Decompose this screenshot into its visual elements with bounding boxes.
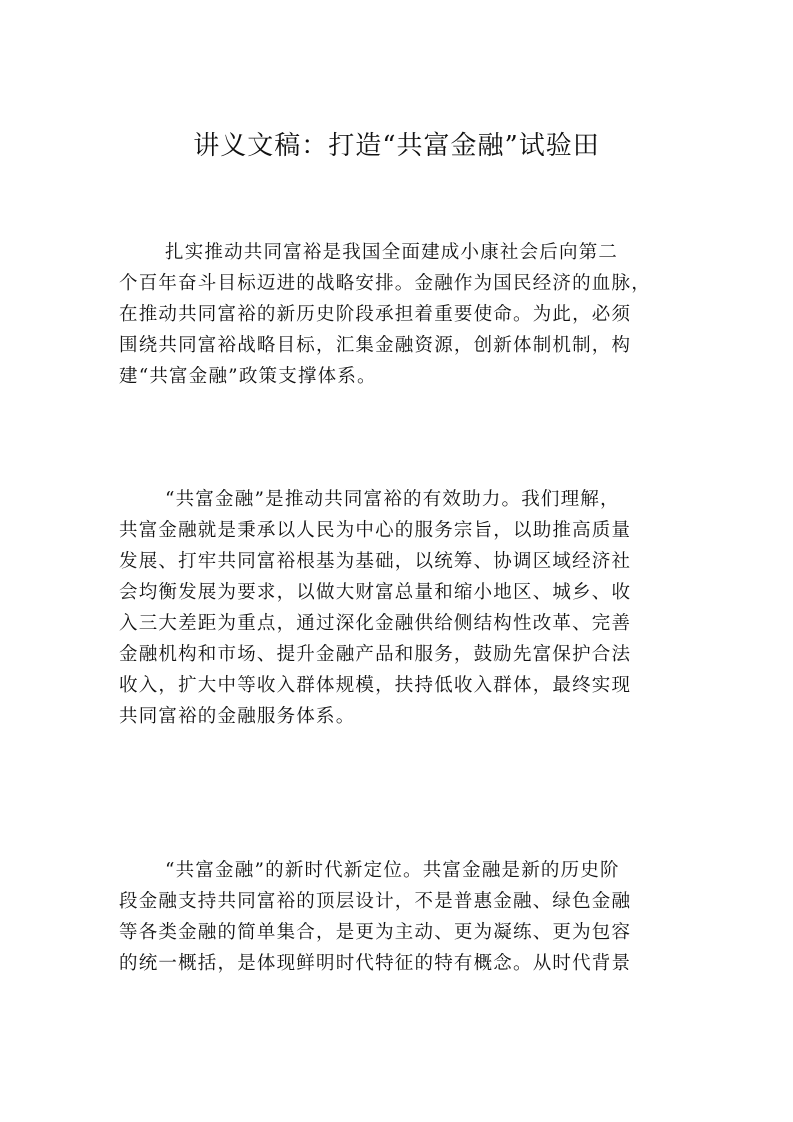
paragraph-line: 入三大差距为重点，通过深化金融供给侧结构性改革、完善 [119,613,632,634]
paragraph-line: 发展、打牢共同富裕根基为基础，以统筹、协调区域经济社 [119,551,632,572]
paragraph-line: 的统一概括，是体现鲜明时代特征的特有概念。从时代背景 [119,953,632,974]
document-title: 讲义文稿：打造“共富金融”试验田 [193,131,600,161]
paragraph-line: 扎实推动共同富裕是我国全面建成小康社会后向第二 [165,242,619,263]
paragraph-line: 共富金融就是秉承以人民为中心的服务宗旨，以助推高质量 [119,520,632,541]
paragraph-line: 收入，扩大中等收入群体规模，扶持低收入群体，最终实现 [119,675,632,696]
paragraph-line: 金融机构和市场、提升金融产品和服务，鼓励先富保护合法 [119,644,632,665]
paragraph-line: 围绕共同富裕战略目标，汇集金融资源，创新体制机制，构 [119,335,632,356]
paragraph-line: “共富金融”的新时代新定位。共富金融是新的历史阶 [165,860,620,881]
paragraph-line: 段金融支持共同富裕的顶层设计，不是普惠金融、绿色金融 [119,891,632,912]
paragraph-line: 会均衡发展为要求，以做大财富总量和缩小地区、城乡、收 [119,582,632,603]
paragraph-line: 共同富裕的金融服务体系。 [119,706,356,727]
paragraph-2 [119,484,679,732]
paragraph-line: 在推动共同富裕的新历史阶段承担着重要使命。为此，必须 [119,304,632,325]
paragraph-line: 建“共富金融”政策支撑体系。 [119,366,377,387]
paragraph-1 [119,237,679,392]
paragraph-line: “共富金融”是推动共同富裕的有效助力。我们理解， [165,489,620,510]
paragraph-3 [119,855,679,979]
paragraph-line: 个百年奋斗目标迈进的战略安排。金融作为国民经济的血脉， [119,273,651,294]
paragraph-line: 等各类金融的简单集合，是更为主动、更为凝练、更为包容 [119,922,632,943]
